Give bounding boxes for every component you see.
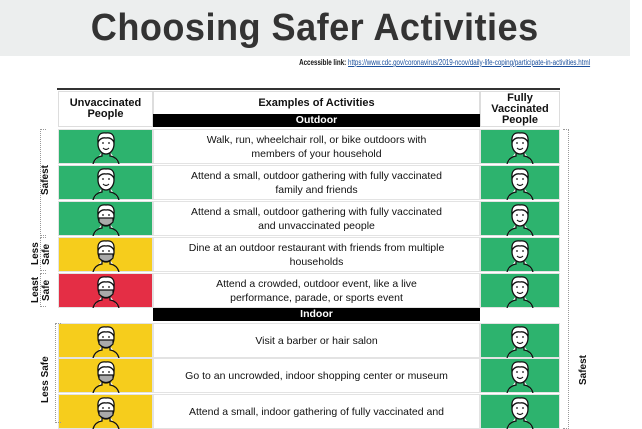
- activity-cell: Walk, run, wheelchair roll, or bike outdoors with members of your household: [153, 129, 480, 164]
- masked-face-icon: [91, 273, 121, 308]
- unvaccinated-risk-cell: [58, 237, 153, 272]
- activity-cell: Attend a small, outdoor gathering with fully vaccinated and unvaccinated people: [153, 201, 480, 236]
- link-label: Accessible link:: [298, 58, 347, 67]
- header-unvaccinated: Unvaccinated People: [58, 91, 153, 127]
- bracket-indoor-less-safe: [55, 323, 61, 423]
- vaccinated-risk-cell: [480, 394, 560, 429]
- vaccinated-risk-cell: [480, 358, 560, 393]
- activity-cell: Visit a barber or hair salon: [153, 323, 480, 358]
- header-activities: Examples of Activities: [153, 91, 480, 114]
- activity-cell: Dine at an outdoor restaurant with friends from multiple households: [153, 237, 480, 272]
- face-icon: [505, 358, 535, 393]
- label-indoor-less-safe: Less Safe: [40, 356, 51, 404]
- table-row: [58, 394, 560, 429]
- table-row: [58, 273, 560, 308]
- accessible-link[interactable]: https://www.cdc.gov/coronavirus/2019-ncov/daily-life-coping/participate-in-activities.html: [347, 58, 590, 67]
- activity-cell: Go to an uncrowded, indoor shopping center or museum: [153, 358, 480, 393]
- unvaccinated-risk-cell: [58, 394, 153, 429]
- unvaccinated-risk-cell: [58, 358, 153, 393]
- table-row: [58, 323, 560, 358]
- face-icon: [505, 323, 535, 358]
- face-icon: [505, 201, 535, 236]
- face-icon: [505, 165, 535, 200]
- face-icon: [505, 237, 535, 272]
- vaccinated-risk-cell: [480, 237, 560, 272]
- section-outdoor: Outdoor: [153, 114, 480, 127]
- label-less-safe: Less Safe: [30, 242, 52, 266]
- label-safest: Safest: [40, 165, 51, 196]
- face-icon: [505, 394, 535, 429]
- label-least-safe: Least Safe: [30, 276, 52, 304]
- header-vaccinated: Fully Vaccinated People: [480, 91, 560, 127]
- unvaccinated-risk-cell: [58, 273, 153, 308]
- face-icon: [91, 129, 121, 164]
- title-banner: [0, 0, 630, 56]
- activity-cell: Attend a small, outdoor gathering with fully vaccinated family and friends: [153, 165, 480, 200]
- table-row: [58, 358, 560, 393]
- vaccinated-risk-cell: [480, 273, 560, 308]
- bracket-vaccinated-safest: [563, 129, 569, 429]
- section-indoor: Indoor: [153, 308, 480, 321]
- face-icon: [91, 165, 121, 200]
- table-row: [58, 201, 560, 236]
- header-rule: [57, 88, 560, 90]
- activity-cell: Attend a small, indoor gathering of fully vaccinated and: [153, 394, 480, 429]
- masked-face-icon: [91, 237, 121, 272]
- face-icon: [505, 129, 535, 164]
- vaccinated-risk-cell: [480, 129, 560, 164]
- vaccinated-risk-cell: [480, 323, 560, 358]
- accessible-link-line: [299, 58, 590, 67]
- vaccinated-risk-cell: [480, 201, 560, 236]
- masked-face-icon: [91, 394, 121, 429]
- vaccinated-risk-cell: [480, 165, 560, 200]
- page-title: Choosing Safer Activities: [91, 6, 539, 49]
- masked-face-icon: [91, 323, 121, 358]
- face-icon: [505, 273, 535, 308]
- masked-face-icon: [91, 201, 121, 236]
- table-row: [58, 165, 560, 200]
- table-row: [58, 237, 560, 272]
- unvaccinated-risk-cell: [58, 129, 153, 164]
- activity-cell: Attend a crowded, outdoor event, like a live performance, parade, or sports event: [153, 273, 480, 308]
- table-row: [58, 129, 560, 164]
- unvaccinated-risk-cell: [58, 165, 153, 200]
- unvaccinated-risk-cell: [58, 201, 153, 236]
- masked-face-icon: [91, 358, 121, 393]
- unvaccinated-risk-cell: [58, 323, 153, 358]
- label-vaccinated-safest: Safest: [578, 355, 589, 386]
